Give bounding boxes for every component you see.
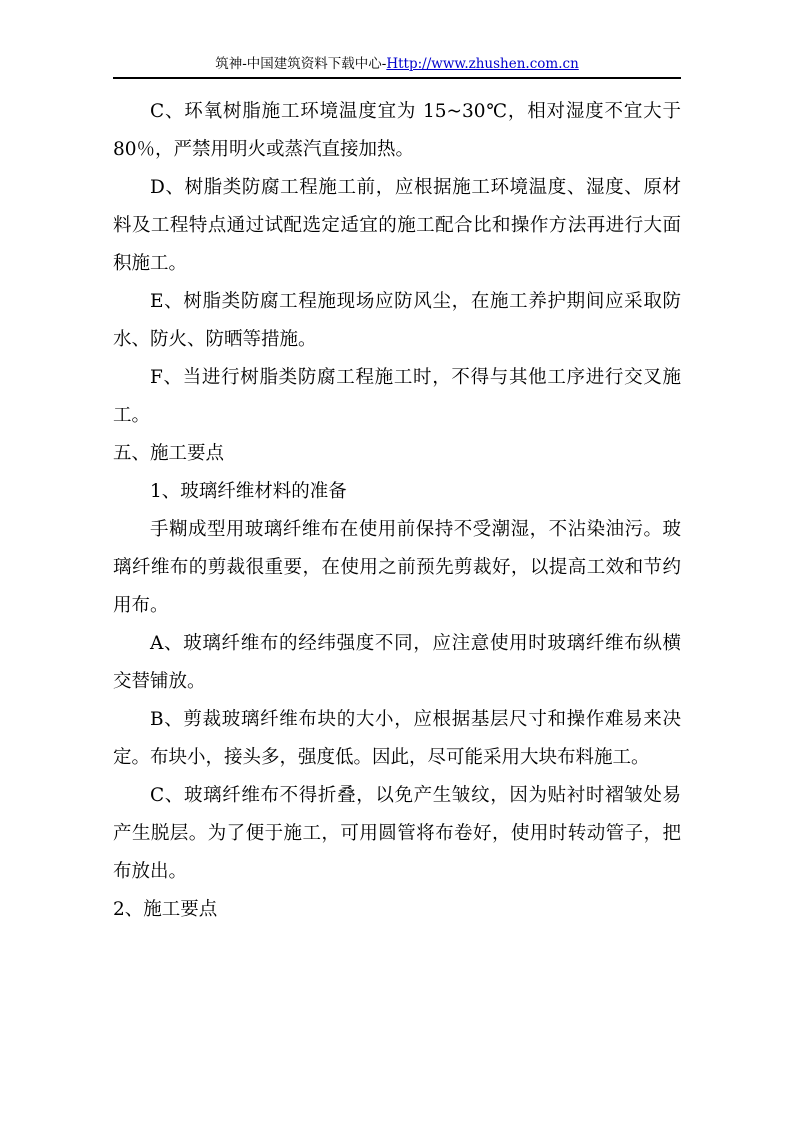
paragraph-a-warp: A、玻璃纤维布的经纬强度不同，应注意使用时玻璃纤维布纵横交替铺放。 (113, 633, 681, 692)
document-body (113, 93, 681, 929)
subheading-material-prep: 1、玻璃纤维材料的准备 (150, 481, 347, 502)
paragraph-e-resin: E、树脂类防腐工程施现场应防风尘，在施工养护期间应采取防水、防火、防晒等措施。 (113, 291, 681, 350)
header-site-name: 筑神-中国建筑资料下载中心- (215, 56, 387, 72)
heading-section-five: 五、施工要点 (113, 443, 225, 464)
header-site-link[interactable]: Http://www.zhushen.com.cn (386, 56, 579, 72)
paragraph-c-epoxy: C、环氧树脂施工环境温度宜为 15~30℃，相对湿度不宜大于 80％，严禁用明火或蒸汽直接加热。 (113, 101, 681, 160)
paragraph-glassfiber-prep: 手糊成型用玻璃纤维布在使用前保持不受潮湿，不沾染油污。玻璃纤维布的剪裁很重要，在使用之前预先剪裁好，以提高工效和节约用布。 (113, 519, 681, 616)
header-divider (113, 77, 681, 79)
paragraph-f-resin: F、当进行树脂类防腐工程施工时，不得与其他工序进行交叉施工。 (113, 367, 681, 426)
heading-construction-points: 2、施工要点 (113, 899, 218, 920)
paragraph-b-cut: B、剪裁玻璃纤维布块的大小，应根据基层尺寸和操作难易来决定。布块小，接头多，强度低。因此，尽可能采用大块布料施工。 (113, 709, 681, 768)
paragraph-c-fold: C、玻璃纤维布不得折叠，以免产生皱纹，因为贴衬时褶皱处易产生脱层。为了便于施工，可用圆管将布卷好，使用时转动管子，把布放出。 (113, 785, 681, 882)
paragraph-d-resin: D、树脂类防腐工程施工前，应根据施工环境温度、湿度、原材料及工程特点通过试配选定适宜的施工配合比和操作方法再进行大面积施工。 (113, 177, 681, 274)
page-header (113, 52, 681, 72)
